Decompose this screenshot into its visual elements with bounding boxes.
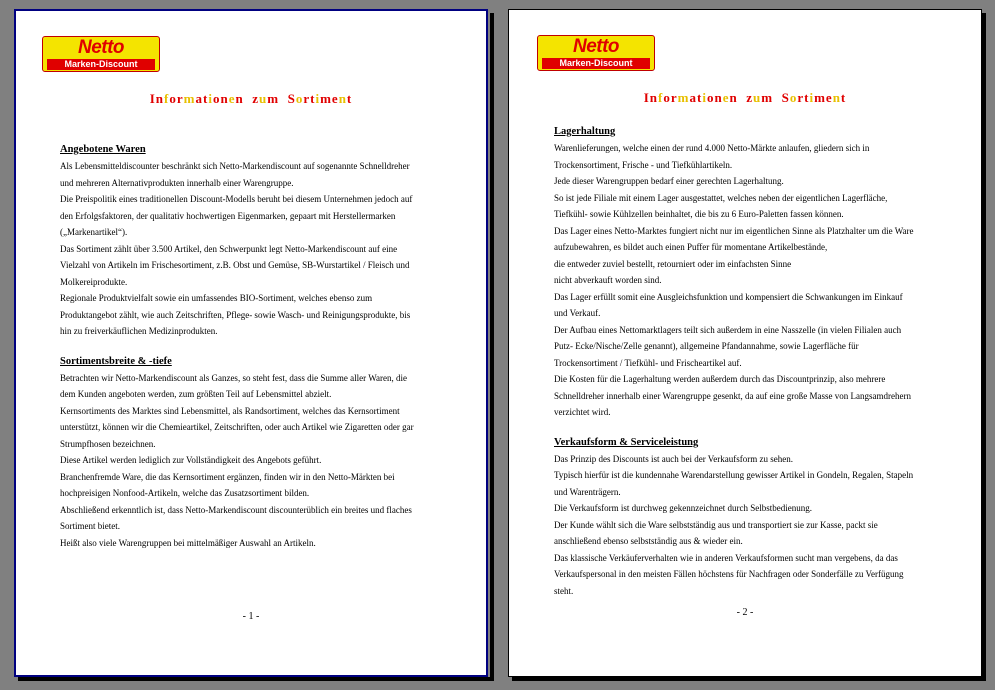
text-line: aufzubewahren, es bildet auch einen Puffer für momentane Artikelbestände, <box>554 242 828 252</box>
text-line: Kernsortiments des Marktes sind Lebensmittel, als Randsortiment, welches das Kernsortiment <box>60 405 400 416</box>
page-1-shadow-bottom <box>18 677 494 681</box>
text-line: Das Lager eines Netto-Marktes fungiert nicht nur im eigentlichen Sinne als Platzhalter um die Ware <box>554 225 914 236</box>
page-title: Informationen zum Sortiment <box>643 90 847 105</box>
text-line: („Markenartikel“). <box>60 227 128 237</box>
page-2-shadow-bottom <box>512 677 986 681</box>
text-line: und mehreren Alternativprodukten innerhalb einer Warengruppe. <box>60 177 294 188</box>
text-line: Jede dieser Warengruppen bedarf einer gerechten Lagerhaltung. <box>554 176 784 186</box>
text-line: hin zu freiverkäuflichen Medizinprodukten. <box>60 326 218 336</box>
section-body <box>60 158 440 340</box>
text-line: nicht abverkauft worden sind. <box>554 275 662 285</box>
text-line: Putz- Ecke/Nische/Zelle genannt), allgemeine Pfandannahme, sowie Lagerfläche für <box>554 341 859 351</box>
logo-marken-discount-text: Marken-Discount <box>542 58 650 69</box>
text-line: verzichtet wird. <box>554 407 611 417</box>
text-line: hochpreisigen Nonfood-Artikeln, welche das Zusatzsortiment bilden. <box>60 488 310 498</box>
section-body <box>554 451 934 600</box>
section-heading: Lagerhaltung <box>554 126 616 137</box>
text-line: Vielzahl von Artikeln im Frischesortiment, z.B. Obst und Gemüse, SB-Wurstartikel / Fleisch und <box>60 260 410 270</box>
text-line: Die Verkaufsform ist durchweg gekennzeichnet durch Selbstbedienung. <box>554 503 813 513</box>
text-line: und Warenträgern. <box>554 486 621 497</box>
text-line: Trockensortiment, Frische - und Tiefkühlartikeln. <box>554 159 733 170</box>
section-heading: Angebotene Waren <box>60 144 146 155</box>
text-line: Der Kunde wählt sich die Ware selbstständig aus und transportiert sie zur Kasse, packt sie <box>554 519 878 530</box>
text-line: Die Kosten für die Lagerhaltung werden außerdem durch das Discountprinzip, also mehrere <box>554 374 886 384</box>
document-page-2[interactable] <box>508 9 982 677</box>
section-body <box>60 370 440 552</box>
text-line: Molkereiprodukte. <box>60 276 128 287</box>
logo-marken-discount-text: Marken-Discount <box>47 59 155 70</box>
logo-netto-text: Netto <box>77 37 125 58</box>
text-line: Betrachten wir Netto-Markendiscount als Ganzes, so steht fest, dass die Summe aller Waren, die <box>60 372 408 383</box>
section-heading: Verkaufsform & Serviceleistung <box>554 436 699 448</box>
text-line: Warenlieferungen, welche einen der rund 4.000 Netto-Märkte anlaufen, gliedern sich in <box>554 143 870 153</box>
page-content <box>60 142 440 551</box>
section-body <box>554 140 934 421</box>
text-line: Das Prinzip des Discounts ist auch bei der Verkaufsform zu sehen. <box>554 453 794 464</box>
page-number: - 2 - <box>736 607 754 618</box>
logo-netto-text: Netto <box>572 36 620 57</box>
text-line: Strumpfhosen bezeichnen. <box>60 438 156 449</box>
page-number: - 1 - <box>242 611 260 622</box>
text-line: So ist jede Filiale mit einem Lager ausgestattet, welches neben der eigentlichen Lagerfläche, <box>554 192 888 203</box>
text-line: Typisch hierfür ist die kundennahe Warendarstellung gewisser Artikel in Gondeln, Regalen, Stapeln <box>554 470 914 480</box>
text-line: Regionale Produktvielfalt sowie ein umfassendes BIO-Sortiment, welches ebenso zum <box>60 293 373 303</box>
page-2-shadow <box>982 13 986 681</box>
page-1-shadow <box>490 13 494 681</box>
document-page-1[interactable] <box>14 9 488 677</box>
text-line: Sortiment bietet. <box>60 521 120 531</box>
text-line: dem Kunden angeboten werden, zum größten Teil auf Lebensmittel abzielt. <box>60 389 332 399</box>
text-line: den Erfolgsfaktoren, der qualitativ hochwertigen Eigenmarken, gepaart mit Herstellermarken <box>60 210 396 221</box>
text-line: Verkaufspersonal in den meisten Fällen höchstens für Nachfragen oder Sonderfälle zu Verfügung <box>554 569 904 579</box>
text-line: steht. <box>554 585 574 596</box>
text-line: Die Preispolitik eines traditionellen Discount-Modells beruht bei diesem Unternehmen jedoch auf <box>60 194 413 204</box>
text-line: Heißt also viele Warengruppen bei mittelmäßiger Auswahl an Artikeln. <box>60 537 316 548</box>
text-line: Das Sortiment zählt über 3.500 Artikel, den Schwerpunkt legt Netto-Markendiscount auf eine <box>60 243 398 254</box>
text-line: anschließend ebenso selbstständig aus & wieder ein. <box>554 536 743 546</box>
text-line: Abschließend erkenntlich ist, dass Netto-Markendiscount discounterüblich ein breites und flaches <box>60 504 412 515</box>
text-line: Schnelldreher innerhalb einer Warengruppe gesenkt, da auf eine große Masse von Langsamdrehern <box>554 390 911 401</box>
text-line: Das klassische Verkäuferverhalten wie in anderen Verkaufsformen sucht man vergebens, da das <box>554 552 898 563</box>
netto-logo <box>42 36 160 72</box>
page-content <box>554 124 934 599</box>
text-line: Tiefkühl- sowie Kühlzellen beinhaltet, die bis zu 6 Euro-Paletten fassen können. <box>554 209 844 219</box>
text-line: unterstützt, können wir die Chemieartikel, Zeitschriften, oder auch Artikel wie Zigaretten oder gar <box>60 422 414 432</box>
text-line: und Verkauf. <box>554 308 601 318</box>
text-line: Der Aufbau eines Nettomarktlagers teilt sich außerdem in eine Nasszelle (in vielen Filialen auch <box>554 324 902 335</box>
section-heading: Sortimentsbreite & -tiefe <box>60 355 172 367</box>
text-line: Branchenfremde Ware, die das Kernsortiment ergänzen, finden wir in den Netto-Märkten bei <box>60 471 395 482</box>
text-line: Das Lager erfüllt somit eine Ausgleichsfunktion und kompensiert die Schwankungen im Einkauf <box>554 291 903 302</box>
text-line: die entweder zuviel bestellt, retourniert oder im einfachsten Sinne <box>554 258 792 269</box>
text-line: Produktangebot zählt, wie auch Zeitschriften, Pflege- sowie Wasch- und Reinigungsprodukte, bis <box>60 309 411 320</box>
netto-logo <box>537 35 655 71</box>
text-line: Als Lebensmitteldiscounter beschränkt sich Netto-Markendiscount auf sogenannte Schnelldreher <box>60 161 410 171</box>
text-line: Trockensortiment / Tiefkühl- und Frischeartikel auf. <box>554 357 742 368</box>
page-title: Informationen zum Sortiment <box>149 91 353 106</box>
text-line: Diese Artikel werden lediglich zur Vollständigkeit des Angebots geführt. <box>60 455 322 465</box>
